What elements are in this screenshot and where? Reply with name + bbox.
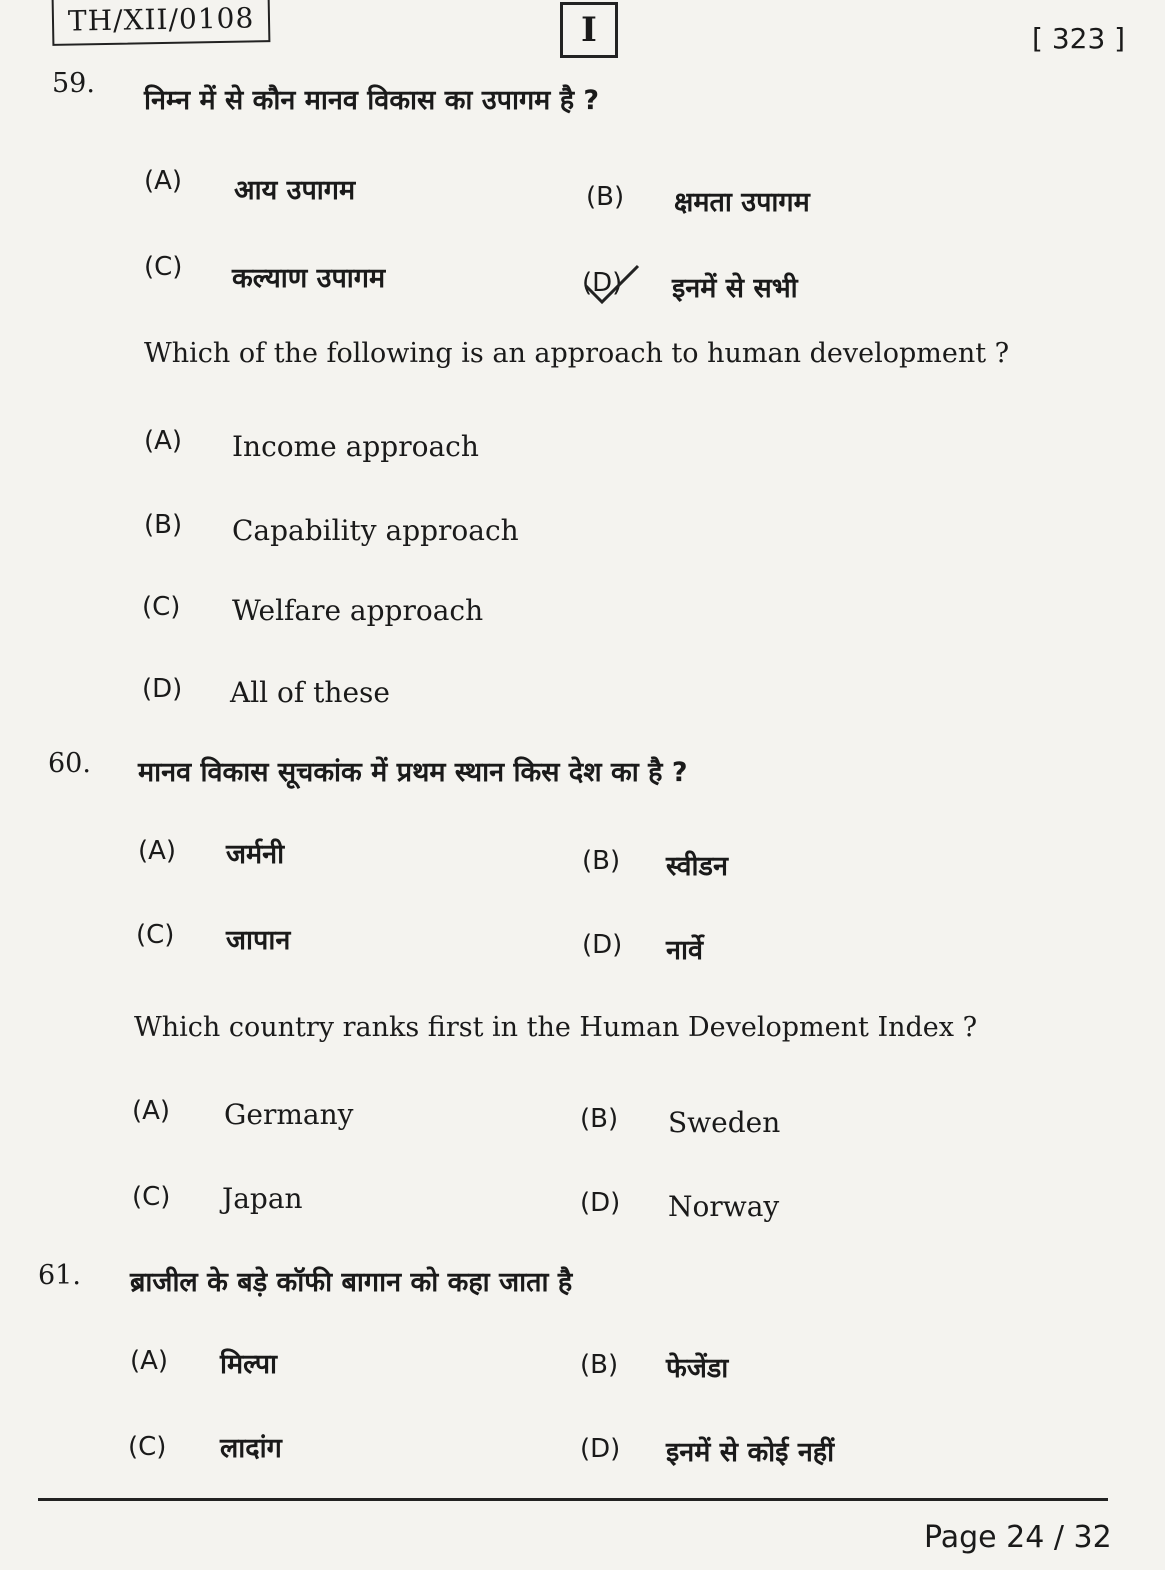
option-text: लादांग <box>220 1433 282 1464</box>
option-text: Germany <box>224 1098 354 1131</box>
option-text: Norway <box>668 1190 780 1223</box>
option-text: All of these <box>230 676 390 709</box>
option-text: Income approach <box>232 430 479 463</box>
footer-rule <box>38 1498 1108 1501</box>
option-label: (B) <box>580 1104 619 1134</box>
option-text: जर्मनी <box>226 839 285 870</box>
option-text: कल्याण उपागम <box>232 263 386 294</box>
option-text: Sweden <box>668 1106 781 1139</box>
option-label: (D) <box>580 1434 621 1464</box>
option-text: मिल्पा <box>220 1349 278 1380</box>
page-number: Page 24 / 32 <box>924 1520 1112 1555</box>
question-text-hindi: मानव विकास सूचकांक में प्रथम स्थान किस देश का है ? <box>138 757 688 788</box>
option-label: (C) <box>132 1182 171 1212</box>
option-label: (C) <box>136 920 175 950</box>
option-label: (D) <box>582 268 623 298</box>
question-number: 59. <box>52 68 95 99</box>
option-label: (A) <box>138 836 177 866</box>
answer-tick-mark <box>580 262 642 308</box>
option-label: (A) <box>144 426 183 456</box>
question-text-hindi: ब्राजील के बड़े कॉफी बागान को कहा जाता है <box>130 1267 573 1298</box>
option-label: (A) <box>144 166 183 196</box>
option-text: जापान <box>226 925 291 956</box>
question-number: 60. <box>48 748 91 779</box>
option-text: आय उपागम <box>234 175 356 206</box>
question-number: 61. <box>38 1260 81 1291</box>
option-text: Capability approach <box>232 514 519 547</box>
option-label: (D) <box>582 930 623 960</box>
question-text-english: Which of the following is an approach to human development ? <box>144 338 1010 369</box>
option-label: (A) <box>132 1096 171 1126</box>
option-label: (C) <box>144 252 183 282</box>
option-label: (C) <box>128 1432 167 1462</box>
option-text: नार्वे <box>666 935 703 966</box>
option-label: (B) <box>580 1350 619 1380</box>
option-text: स्वीडन <box>666 851 728 882</box>
option-label: (A) <box>130 1346 169 1376</box>
option-label: (C) <box>142 592 181 622</box>
option-label: (B) <box>582 846 621 876</box>
option-label: (D) <box>580 1188 621 1218</box>
question-text-english: Which country ranks first in the Human Development Index ? <box>134 1012 978 1043</box>
set-label: I <box>560 2 618 58</box>
paper-code: TH/XII/0108 <box>52 0 271 46</box>
option-text: इनमें से कोई नहीं <box>666 1437 835 1468</box>
question-text-hindi: निम्न में से कौन मानव विकास का उपागम है ? <box>144 85 600 116</box>
option-text: फेजेंडा <box>666 1353 729 1384</box>
option-text: इनमें से सभी <box>672 273 798 304</box>
option-label: (B) <box>586 182 625 212</box>
option-label: (B) <box>144 510 183 540</box>
option-text: क्षमता उपागम <box>674 187 810 218</box>
option-text: Welfare approach <box>232 594 484 627</box>
option-label: (D) <box>142 674 183 704</box>
option-text: Japan <box>222 1182 303 1215</box>
page-code: [ 323 ] <box>1032 22 1126 55</box>
